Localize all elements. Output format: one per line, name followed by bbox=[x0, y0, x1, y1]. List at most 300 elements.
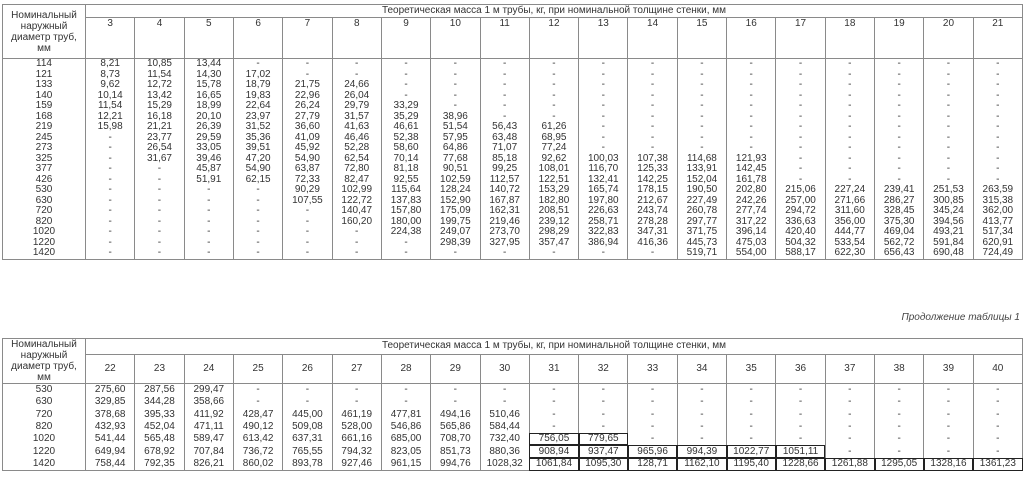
mass-cell: - bbox=[135, 164, 184, 175]
diameter-cell: 219 bbox=[3, 122, 86, 133]
mass-cell: - bbox=[677, 112, 726, 123]
mass-cell: 1328,16 bbox=[924, 458, 973, 471]
mass-cell: 11,54 bbox=[135, 70, 184, 81]
mass-cell: 82,47 bbox=[332, 175, 381, 186]
mass-cell: - bbox=[135, 217, 184, 228]
mass-cell: - bbox=[973, 396, 1022, 408]
mass-cell: - bbox=[529, 384, 578, 397]
mass-cell: 298,29 bbox=[529, 227, 578, 238]
thickness-header: 38 bbox=[875, 354, 924, 383]
mass-cell: 153,29 bbox=[529, 185, 578, 196]
mass-cell: 36,60 bbox=[283, 122, 332, 133]
mass-cell: - bbox=[776, 396, 825, 408]
mass-cell: - bbox=[875, 133, 924, 144]
mass-cell: 528,00 bbox=[332, 421, 381, 433]
mass-cell: 8,21 bbox=[86, 59, 135, 70]
mass-cell: 22,64 bbox=[233, 101, 282, 112]
mass-cell: - bbox=[973, 154, 1022, 165]
mass-cell: 114,68 bbox=[677, 154, 726, 165]
mass-cell: - bbox=[86, 143, 135, 154]
mass-cell: 51,91 bbox=[184, 175, 233, 186]
thickness-header: 17 bbox=[776, 18, 825, 59]
diameter-cell: 720 bbox=[3, 409, 86, 421]
mass-cell: 142,45 bbox=[727, 164, 776, 175]
mass-cell: - bbox=[727, 122, 776, 133]
mass-cell: 1261,88 bbox=[825, 458, 874, 471]
mass-cell: - bbox=[924, 122, 973, 133]
mass-cell: 112,57 bbox=[480, 175, 529, 186]
mass-cell: 24,66 bbox=[332, 80, 381, 91]
mass-cell: - bbox=[875, 70, 924, 81]
mass-cell: - bbox=[677, 396, 726, 408]
mass-cell: - bbox=[381, 238, 430, 249]
table-row bbox=[3, 133, 1023, 144]
mass-cell: 445,00 bbox=[283, 409, 332, 421]
thickness-header: 26 bbox=[283, 354, 332, 383]
mass-cell: 125,33 bbox=[628, 164, 677, 175]
mass-cell: - bbox=[727, 80, 776, 91]
mass-cell: 678,92 bbox=[135, 445, 184, 457]
mass-cell: - bbox=[924, 421, 973, 433]
mass-cell: 16,65 bbox=[184, 91, 233, 102]
mass-cell: - bbox=[431, 396, 480, 408]
mass-cell: 1162,10 bbox=[677, 458, 726, 471]
mass-group-header: Теоретическая масса 1 м трубы, кг, при номинальной толщине стенки, мм bbox=[86, 5, 1023, 18]
mass-cell: - bbox=[825, 175, 874, 186]
mass-cell: - bbox=[135, 175, 184, 186]
mass-cell: - bbox=[480, 396, 529, 408]
mass-cell: 371,75 bbox=[677, 227, 726, 238]
mass-cell: - bbox=[875, 59, 924, 70]
mass-cell: 61,26 bbox=[529, 122, 578, 133]
mass-cell: 15,98 bbox=[86, 122, 135, 133]
mass-cell: - bbox=[628, 133, 677, 144]
mass-cell: 927,46 bbox=[332, 458, 381, 471]
mass-cell: 375,30 bbox=[875, 217, 924, 228]
mass-cell: - bbox=[579, 396, 628, 408]
mass-cell: - bbox=[628, 122, 677, 133]
mass-cell: 102,59 bbox=[431, 175, 480, 186]
mass-cell: - bbox=[332, 227, 381, 238]
mass-cell: - bbox=[233, 196, 282, 207]
table-row bbox=[3, 206, 1023, 217]
diameter-cell: 820 bbox=[3, 421, 86, 433]
mass-cell: 661,16 bbox=[332, 433, 381, 445]
mass-cell: - bbox=[233, 206, 282, 217]
table-row bbox=[3, 143, 1023, 154]
mass-cell: - bbox=[381, 80, 430, 91]
mass-cell: - bbox=[825, 59, 874, 70]
mass-cell: - bbox=[480, 91, 529, 102]
diameter-cell: 1020 bbox=[3, 227, 86, 238]
mass-cell: - bbox=[480, 59, 529, 70]
mass-cell: 18,99 bbox=[184, 101, 233, 112]
mass-cell: 584,44 bbox=[480, 421, 529, 433]
mass-cell: 132,41 bbox=[579, 175, 628, 186]
thickness-header: 28 bbox=[381, 354, 430, 383]
mass-cell: 322,83 bbox=[579, 227, 628, 238]
mass-cell: - bbox=[184, 196, 233, 207]
mass-cell: - bbox=[628, 421, 677, 433]
mass-cell: 494,16 bbox=[431, 409, 480, 421]
mass-cell: 140,47 bbox=[332, 206, 381, 217]
mass-cell: - bbox=[283, 217, 332, 228]
mass-cell: - bbox=[628, 384, 677, 397]
mass-cell: - bbox=[875, 80, 924, 91]
thickness-header-row bbox=[3, 354, 1023, 383]
mass-cell: 471,11 bbox=[184, 421, 233, 433]
mass-cell: 1295,05 bbox=[875, 458, 924, 471]
mass-cell: - bbox=[381, 59, 430, 70]
mass-cell: - bbox=[825, 384, 874, 397]
mass-cell: - bbox=[924, 164, 973, 175]
mass-cell: 908,94 bbox=[529, 445, 578, 457]
mass-cell: - bbox=[135, 196, 184, 207]
mass-cell: - bbox=[579, 384, 628, 397]
mass-cell: 15,78 bbox=[184, 80, 233, 91]
mass-cell: 9,62 bbox=[86, 80, 135, 91]
mass-cell: 504,32 bbox=[776, 238, 825, 249]
mass-cell: 215,06 bbox=[776, 185, 825, 196]
mass-cell: 10,85 bbox=[135, 59, 184, 70]
mass-cell: - bbox=[431, 59, 480, 70]
mass-cell: - bbox=[776, 409, 825, 421]
mass-cell: - bbox=[628, 59, 677, 70]
mass-cell: - bbox=[628, 101, 677, 112]
diameter-cell: 377 bbox=[3, 164, 86, 175]
thickness-header: 25 bbox=[233, 354, 282, 383]
mass-cell: 115,64 bbox=[381, 185, 430, 196]
thickness-header: 36 bbox=[776, 354, 825, 383]
table-row bbox=[3, 396, 1023, 408]
mass-cell: - bbox=[776, 175, 825, 186]
mass-group-header: Теоретическая масса 1 м трубы, кг, при номинальной толщине стенки, мм bbox=[86, 339, 1023, 355]
mass-cell: - bbox=[973, 59, 1022, 70]
mass-cell: 620,91 bbox=[973, 238, 1022, 249]
mass-cell: 121,93 bbox=[727, 154, 776, 165]
mass-cell: 994,39 bbox=[677, 445, 726, 457]
table-row bbox=[3, 248, 1023, 259]
mass-cell: - bbox=[875, 122, 924, 133]
mass-cell: - bbox=[184, 227, 233, 238]
mass-cell: - bbox=[628, 91, 677, 102]
mass-cell: - bbox=[776, 143, 825, 154]
mass-cell: - bbox=[677, 80, 726, 91]
mass-cell: 344,28 bbox=[135, 396, 184, 408]
mass-cell: - bbox=[628, 396, 677, 408]
mass-cell: - bbox=[825, 143, 874, 154]
mass-cell: - bbox=[431, 70, 480, 81]
mass-cell: 62,54 bbox=[332, 154, 381, 165]
mass-cell: 533,54 bbox=[825, 238, 874, 249]
table-row bbox=[3, 433, 1023, 445]
mass-cell: - bbox=[875, 384, 924, 397]
mass-cell: 77,68 bbox=[431, 154, 480, 165]
mass-cell: - bbox=[529, 396, 578, 408]
mass-cell: - bbox=[480, 384, 529, 397]
thickness-header: 10 bbox=[431, 18, 480, 59]
mass-cell: 541,44 bbox=[86, 433, 135, 445]
mass-cell: - bbox=[86, 196, 135, 207]
diameter-column-header: Номинальный наружный диаметр труб, мм bbox=[3, 5, 86, 59]
mass-cell: 994,76 bbox=[431, 458, 480, 471]
mass-cell: 562,72 bbox=[875, 238, 924, 249]
mass-cell: 12,21 bbox=[86, 112, 135, 123]
mass-cell: - bbox=[677, 70, 726, 81]
mass-cell: - bbox=[579, 133, 628, 144]
mass-cell: - bbox=[529, 248, 578, 259]
mass-cell: 18,79 bbox=[233, 80, 282, 91]
mass-cell: 286,27 bbox=[875, 196, 924, 207]
mass-cell: 554,00 bbox=[727, 248, 776, 259]
mass-cell: 10,14 bbox=[86, 91, 135, 102]
mass-cell: 226,63 bbox=[579, 206, 628, 217]
mass-cell: - bbox=[875, 175, 924, 186]
mass-cell: 378,68 bbox=[86, 409, 135, 421]
mass-cell: 637,31 bbox=[283, 433, 332, 445]
mass-cell: - bbox=[332, 248, 381, 259]
mass-cell: - bbox=[776, 421, 825, 433]
mass-cell: - bbox=[579, 112, 628, 123]
mass-cell: - bbox=[875, 112, 924, 123]
mass-cell: 493,21 bbox=[924, 227, 973, 238]
mass-cell: 779,65 bbox=[579, 433, 628, 445]
diameter-cell: 720 bbox=[3, 206, 86, 217]
diameter-cell: 168 bbox=[3, 112, 86, 123]
mass-cell: 13,44 bbox=[184, 59, 233, 70]
mass-cell: - bbox=[677, 122, 726, 133]
mass-cell: - bbox=[973, 164, 1022, 175]
mass-cell: 1051,11 bbox=[776, 445, 825, 457]
mass-cell: 51,54 bbox=[431, 122, 480, 133]
mass-cell: 937,47 bbox=[579, 445, 628, 457]
mass-cell: - bbox=[86, 206, 135, 217]
mass-cell: - bbox=[628, 143, 677, 154]
mass-cell: - bbox=[875, 421, 924, 433]
mass-cell: - bbox=[283, 227, 332, 238]
mass-cell: 137,83 bbox=[381, 196, 430, 207]
mass-cell: 14,30 bbox=[184, 70, 233, 81]
mass-cell: 1022,77 bbox=[727, 445, 776, 457]
thickness-header: 27 bbox=[332, 354, 381, 383]
mass-cell: 81,18 bbox=[381, 164, 430, 175]
mass-cell: 490,12 bbox=[233, 421, 282, 433]
mass-cell: - bbox=[924, 70, 973, 81]
mass-cell: 108,01 bbox=[529, 164, 578, 175]
mass-cell: - bbox=[233, 384, 282, 397]
mass-cell: 613,42 bbox=[233, 433, 282, 445]
mass-cell: 39,51 bbox=[233, 143, 282, 154]
mass-cell: 317,22 bbox=[727, 217, 776, 228]
mass-cell: 26,39 bbox=[184, 122, 233, 133]
mass-cell: 116,70 bbox=[579, 164, 628, 175]
diameter-cell: 1220 bbox=[3, 238, 86, 249]
mass-cell: 394,56 bbox=[924, 217, 973, 228]
mass-cell: 100,03 bbox=[579, 154, 628, 165]
mass-cell: 45,87 bbox=[184, 164, 233, 175]
mass-cell: 315,38 bbox=[973, 196, 1022, 207]
mass-cell: 182,80 bbox=[529, 196, 578, 207]
thickness-header: 22 bbox=[86, 354, 135, 383]
mass-cell: 794,32 bbox=[332, 445, 381, 457]
mass-cell: 72,80 bbox=[332, 164, 381, 175]
mass-cell: 287,56 bbox=[135, 384, 184, 397]
mass-cell: - bbox=[431, 248, 480, 259]
mass-cell: - bbox=[628, 433, 677, 445]
thickness-header: 37 bbox=[825, 354, 874, 383]
mass-cell: 765,55 bbox=[283, 445, 332, 457]
mass-cell: - bbox=[86, 248, 135, 259]
mass-cell: 41,63 bbox=[332, 122, 381, 133]
thickness-header: 13 bbox=[579, 18, 628, 59]
diameter-cell: 245 bbox=[3, 133, 86, 144]
mass-cell: - bbox=[86, 238, 135, 249]
mass-cell: 17,02 bbox=[233, 70, 282, 81]
mass-cell: 432,93 bbox=[86, 421, 135, 433]
mass-cell: 70,14 bbox=[381, 154, 430, 165]
mass-cell: - bbox=[825, 70, 874, 81]
mass-cell: 327,95 bbox=[480, 238, 529, 249]
mass-cell: 622,30 bbox=[825, 248, 874, 259]
diameter-cell: 820 bbox=[3, 217, 86, 228]
mass-cell: - bbox=[825, 164, 874, 175]
mass-cell: - bbox=[579, 70, 628, 81]
mass-cell: 133,91 bbox=[677, 164, 726, 175]
mass-cell: - bbox=[233, 59, 282, 70]
mass-cell: - bbox=[480, 248, 529, 259]
mass-cell: 180,00 bbox=[381, 217, 430, 228]
mass-cell: 851,73 bbox=[431, 445, 480, 457]
mass-cell: 31,52 bbox=[233, 122, 282, 133]
diameter-cell: 530 bbox=[3, 384, 86, 397]
mass-cell: - bbox=[579, 101, 628, 112]
diameter-cell: 273 bbox=[3, 143, 86, 154]
mass-cell: 656,43 bbox=[875, 248, 924, 259]
mass-cell: - bbox=[924, 154, 973, 165]
diameter-cell: 140 bbox=[3, 91, 86, 102]
mass-cell: 52,38 bbox=[381, 133, 430, 144]
table-row bbox=[3, 185, 1023, 196]
mass-cell: 724,49 bbox=[973, 248, 1022, 259]
mass-cell: - bbox=[283, 206, 332, 217]
mass-cell: 21,75 bbox=[283, 80, 332, 91]
mass-cell: - bbox=[973, 70, 1022, 81]
mass-cell: - bbox=[825, 396, 874, 408]
mass-cell: 26,04 bbox=[332, 91, 381, 102]
thickness-header: 34 bbox=[677, 354, 726, 383]
mass-cell: 122,51 bbox=[529, 175, 578, 186]
mass-cell: 39,46 bbox=[184, 154, 233, 165]
mass-cell: 190,50 bbox=[677, 185, 726, 196]
mass-cell: - bbox=[677, 421, 726, 433]
mass-cell: - bbox=[381, 70, 430, 81]
mass-cell: - bbox=[924, 91, 973, 102]
mass-cell: - bbox=[776, 122, 825, 133]
mass-cell: 311,60 bbox=[825, 206, 874, 217]
diameter-cell: 1420 bbox=[3, 458, 86, 471]
mass-cell: 219,46 bbox=[480, 217, 529, 228]
mass-cell: 22,96 bbox=[283, 91, 332, 102]
table-row bbox=[3, 91, 1023, 102]
mass-cell: - bbox=[431, 80, 480, 91]
mass-cell: 45,92 bbox=[283, 143, 332, 154]
mass-cell: 90,29 bbox=[283, 185, 332, 196]
mass-cell: 175,09 bbox=[431, 206, 480, 217]
mass-cell: - bbox=[924, 409, 973, 421]
mass-cell: 428,47 bbox=[233, 409, 282, 421]
mass-cell: 249,07 bbox=[431, 227, 480, 238]
thickness-header: 6 bbox=[233, 18, 282, 59]
mass-cell: - bbox=[529, 409, 578, 421]
table-row bbox=[3, 164, 1023, 175]
mass-cell: - bbox=[776, 59, 825, 70]
mass-cell: - bbox=[184, 217, 233, 228]
thickness-header: 19 bbox=[875, 18, 924, 59]
mass-cell: - bbox=[184, 248, 233, 259]
mass-cell: - bbox=[825, 133, 874, 144]
table-row bbox=[3, 70, 1023, 81]
mass-cell: - bbox=[825, 80, 874, 91]
mass-cell: 165,74 bbox=[579, 185, 628, 196]
mass-cell: - bbox=[480, 112, 529, 123]
table-row bbox=[3, 445, 1023, 457]
mass-cell: - bbox=[875, 445, 924, 457]
mass-cell: - bbox=[973, 409, 1022, 421]
mass-cell: - bbox=[677, 433, 726, 445]
mass-cell: - bbox=[825, 433, 874, 445]
mass-cell: 519,71 bbox=[677, 248, 726, 259]
thickness-header: 8 bbox=[332, 18, 381, 59]
mass-cell: 167,87 bbox=[480, 196, 529, 207]
mass-cell: - bbox=[628, 70, 677, 81]
mass-cell: 162,31 bbox=[480, 206, 529, 217]
mass-cell: - bbox=[480, 101, 529, 112]
mass-cell: 736,72 bbox=[233, 445, 282, 457]
mass-cell: 298,39 bbox=[431, 238, 480, 249]
mass-cell: - bbox=[825, 409, 874, 421]
mass-cell: 46,61 bbox=[381, 122, 430, 133]
mass-cell: - bbox=[283, 238, 332, 249]
mass-cell: 239,12 bbox=[529, 217, 578, 228]
mass-cell: 300,85 bbox=[924, 196, 973, 207]
mass-cell: 63,48 bbox=[480, 133, 529, 144]
thickness-header: 31 bbox=[529, 354, 578, 383]
mass-cell: 649,94 bbox=[86, 445, 135, 457]
mass-cell: 227,24 bbox=[825, 185, 874, 196]
mass-cell: - bbox=[973, 101, 1022, 112]
thickness-header: 18 bbox=[825, 18, 874, 59]
mass-cell: - bbox=[727, 112, 776, 123]
mass-cell: - bbox=[973, 433, 1022, 445]
table-row bbox=[3, 175, 1023, 186]
mass-cell: 469,04 bbox=[875, 227, 924, 238]
mass-cell: 362,00 bbox=[973, 206, 1022, 217]
thickness-header: 16 bbox=[727, 18, 776, 59]
mass-cell: - bbox=[727, 384, 776, 397]
mass-cell: - bbox=[924, 133, 973, 144]
mass-cell: - bbox=[381, 91, 430, 102]
mass-cell: 685,00 bbox=[381, 433, 430, 445]
mass-cell: 708,70 bbox=[431, 433, 480, 445]
mass-cell: - bbox=[973, 91, 1022, 102]
mass-cell: - bbox=[825, 122, 874, 133]
thickness-header: 7 bbox=[283, 18, 332, 59]
mass-cell: 358,66 bbox=[184, 396, 233, 408]
mass-cell: 1361,23 bbox=[973, 458, 1022, 471]
mass-cell: 54,90 bbox=[283, 154, 332, 165]
mass-cell: - bbox=[973, 133, 1022, 144]
diameter-cell: 1020 bbox=[3, 433, 86, 445]
